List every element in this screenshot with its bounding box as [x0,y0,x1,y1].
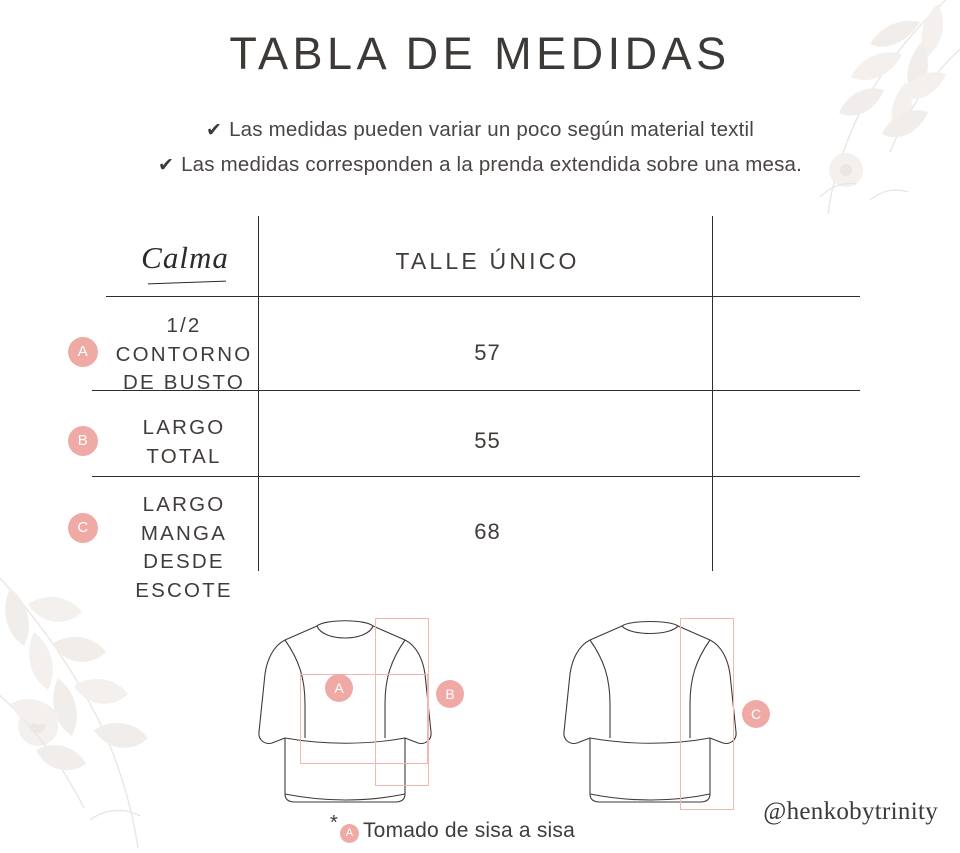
footnote-text: Tomado de sisa a sisa [362,819,575,842]
row-value-c: 68 [474,519,501,544]
note-item [0,113,960,148]
diagram-badge-b: B [436,680,464,708]
row-value-b: 55 [474,428,501,453]
column-header-talle-unico: TALLE ÚNICO [395,248,580,274]
table-rule [92,476,860,477]
row-badge-b: B [68,426,98,456]
row-label-c: LARGO MANGA DESDE ESCOTE [135,493,233,602]
note-item [0,148,960,183]
measure-box-c [680,618,734,810]
diagram-badge-a: A [325,674,353,702]
brand-name: Calma [141,240,229,275]
row-badge-a: A [68,337,98,367]
page-title: TABLA DE MEDIDAS [229,28,731,79]
footnote-badge-a: A [340,824,359,843]
check-icon: ✔ [157,155,175,176]
asterisk-icon: * [330,812,338,834]
row-label-b: LARGO TOTAL [142,416,226,468]
check-icon: ✔ [205,120,223,141]
footnote [330,812,575,843]
table-rule [106,296,860,297]
notes-list [0,113,960,183]
brand-underline [148,281,226,285]
brand-handle: @henkobytrinity [763,798,938,825]
diagram-badge-c: C [742,700,770,728]
row-label-a: 1/2 CONTORNO DE BUSTO [115,314,253,394]
note-text: Las medidas pueden variar un poco según material textil [229,118,755,141]
table-rule-vertical [712,216,713,571]
measurements-table [0,212,960,602]
measure-box-b [375,618,429,786]
garment-diagrams [0,600,960,815]
row-badge-c: C [68,513,98,543]
row-value-a: 57 [474,340,501,365]
note-text: Las medidas corresponden a la prenda extendida sobre una mesa. [181,153,803,176]
